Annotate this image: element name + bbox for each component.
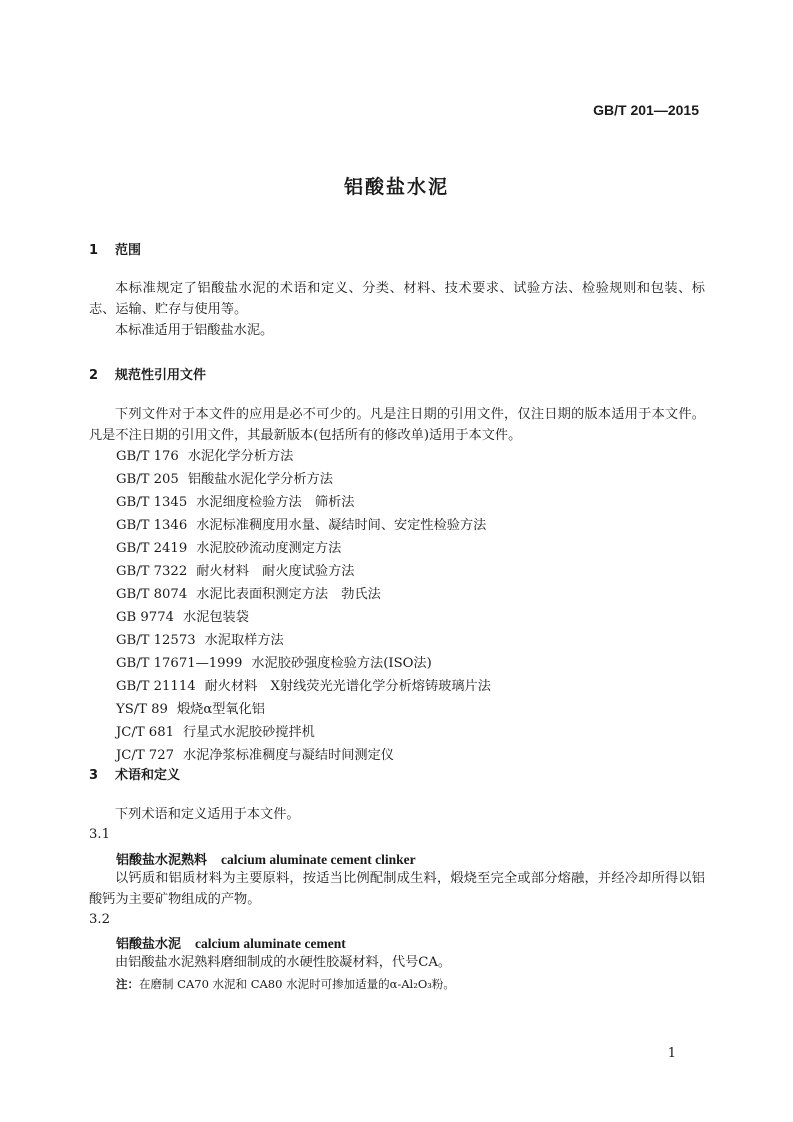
section-2-heading [89, 364, 206, 383]
reference-item [116, 606, 249, 625]
page-number: 1 [667, 1046, 676, 1061]
reference-code: GB 9774 [116, 610, 174, 625]
reference-item [116, 491, 354, 510]
term-3-1 [116, 849, 416, 868]
reference-title: 水泥净浆标准稠度与凝结时间测定仪 [182, 748, 394, 763]
scope-paragraph-2: 本标准适用于铝酸盐水泥。 [115, 323, 274, 338]
section-title: 规范性引用文件 [115, 368, 207, 383]
reference-title: 耐火材料 X射线荧光光谱化学分析熔铸玻璃片法 [204, 679, 491, 694]
reference-item [116, 514, 486, 533]
standard-code: GB/T 201—2015 [593, 102, 699, 118]
section-3-heading [89, 764, 180, 783]
term-3-1-definition: 以钙质和铝质材料为主要原料，按适当比例配制成生料，煅烧至完全或部分熔融，并经冷却所得以铝酸钙为主要矿物组成的产物。 [89, 871, 705, 907]
note-label: 注： [116, 977, 139, 991]
clause-number-3-2: 3.2 [89, 912, 110, 927]
term-english: calcium aluminate cement clinker [221, 852, 416, 867]
section-number: 3 [89, 768, 99, 783]
reference-title: 水泥胶砂强度检验方法(ISO法) [251, 656, 432, 671]
term-3-2 [116, 933, 346, 952]
reference-title: 行星式水泥胶砂搅拌机 [182, 725, 315, 740]
reference-code: GB/T 176 [116, 449, 179, 464]
terms-intro: 下列术语和定义适用于本文件。 [115, 807, 300, 822]
section-number: 1 [89, 243, 99, 258]
reference-code: GB/T 1345 [116, 495, 188, 510]
reference-title: 煅烧α型氧化铝 [176, 702, 265, 717]
reference-item [116, 721, 315, 740]
reference-code: GB/T 1346 [116, 518, 188, 533]
reference-item [116, 744, 394, 763]
reference-code: GB/T 8074 [116, 587, 188, 602]
reference-title: 水泥比表面积测定方法 勃氏法 [196, 587, 381, 602]
term-chinese: 铝酸盐水泥熟料 [116, 853, 208, 868]
section-number: 2 [89, 368, 99, 383]
reference-item [116, 560, 354, 579]
reference-title: 水泥取样方法 [204, 633, 284, 648]
reference-item [116, 537, 341, 556]
reference-title: 水泥细度检验方法 筛析法 [196, 495, 355, 510]
scope-paragraph-1: 本标准规定了铝酸盐水泥的术语和定义、分类、材料、技术要求、试验方法、检验规则和包装、标志、运输、贮存与使用等。 [89, 281, 705, 317]
section-title: 术语和定义 [115, 768, 181, 783]
reference-item [116, 583, 381, 602]
term-3-2-definition: 由铝酸盐水泥熟料磨细制成的水硬性胶凝材料，代号CA。 [115, 955, 452, 970]
document-title: 铝酸盐水泥 [343, 176, 449, 198]
reference-item [116, 675, 491, 694]
reference-code: JC/T 727 [116, 748, 174, 763]
reference-code: GB/T 7322 [116, 564, 188, 579]
reference-code: GB/T 12573 [116, 633, 196, 648]
reference-code: YS/T 89 [116, 702, 168, 717]
reference-item [116, 445, 293, 464]
reference-item [116, 468, 333, 487]
reference-title: 水泥标准稠度用水量、凝结时间、安定性检验方法 [196, 518, 487, 533]
note [116, 976, 455, 992]
reference-title: 水泥包装袋 [182, 610, 249, 625]
note-text: 在磨制 CA70 水泥和 CA80 水泥时可掺加适量的α-Al₂O₃粉。 [139, 977, 455, 991]
reference-code: GB/T 17671—1999 [116, 656, 243, 671]
reference-title: 耐火材料 耐火度试验方法 [196, 564, 355, 579]
term-english: calcium aluminate cement [195, 936, 346, 951]
section-1-heading [89, 239, 141, 258]
reference-code: GB/T 205 [116, 472, 179, 487]
reference-item [116, 698, 265, 717]
reference-title: 水泥化学分析方法 [187, 449, 294, 464]
references-intro: 下列文件对于本文件的应用是必不可少的。凡是注日期的引用文件，仅注日期的版本适用于本文件。凡是不注日期的引用文件，其最新版本(包括所有的修改单)适用于本文件。 [89, 407, 705, 443]
reference-code: JC/T 681 [116, 725, 174, 740]
reference-title: 铝酸盐水泥化学分析方法 [187, 472, 333, 487]
reference-title: 水泥胶砂流动度测定方法 [196, 541, 342, 556]
reference-item [116, 629, 284, 648]
reference-code: GB/T 21114 [116, 679, 196, 694]
reference-code: GB/T 2419 [116, 541, 188, 556]
section-title: 范围 [115, 243, 142, 258]
term-chinese: 铝酸盐水泥 [116, 937, 182, 952]
clause-number-3-1: 3.1 [89, 827, 110, 842]
reference-item [116, 652, 432, 671]
